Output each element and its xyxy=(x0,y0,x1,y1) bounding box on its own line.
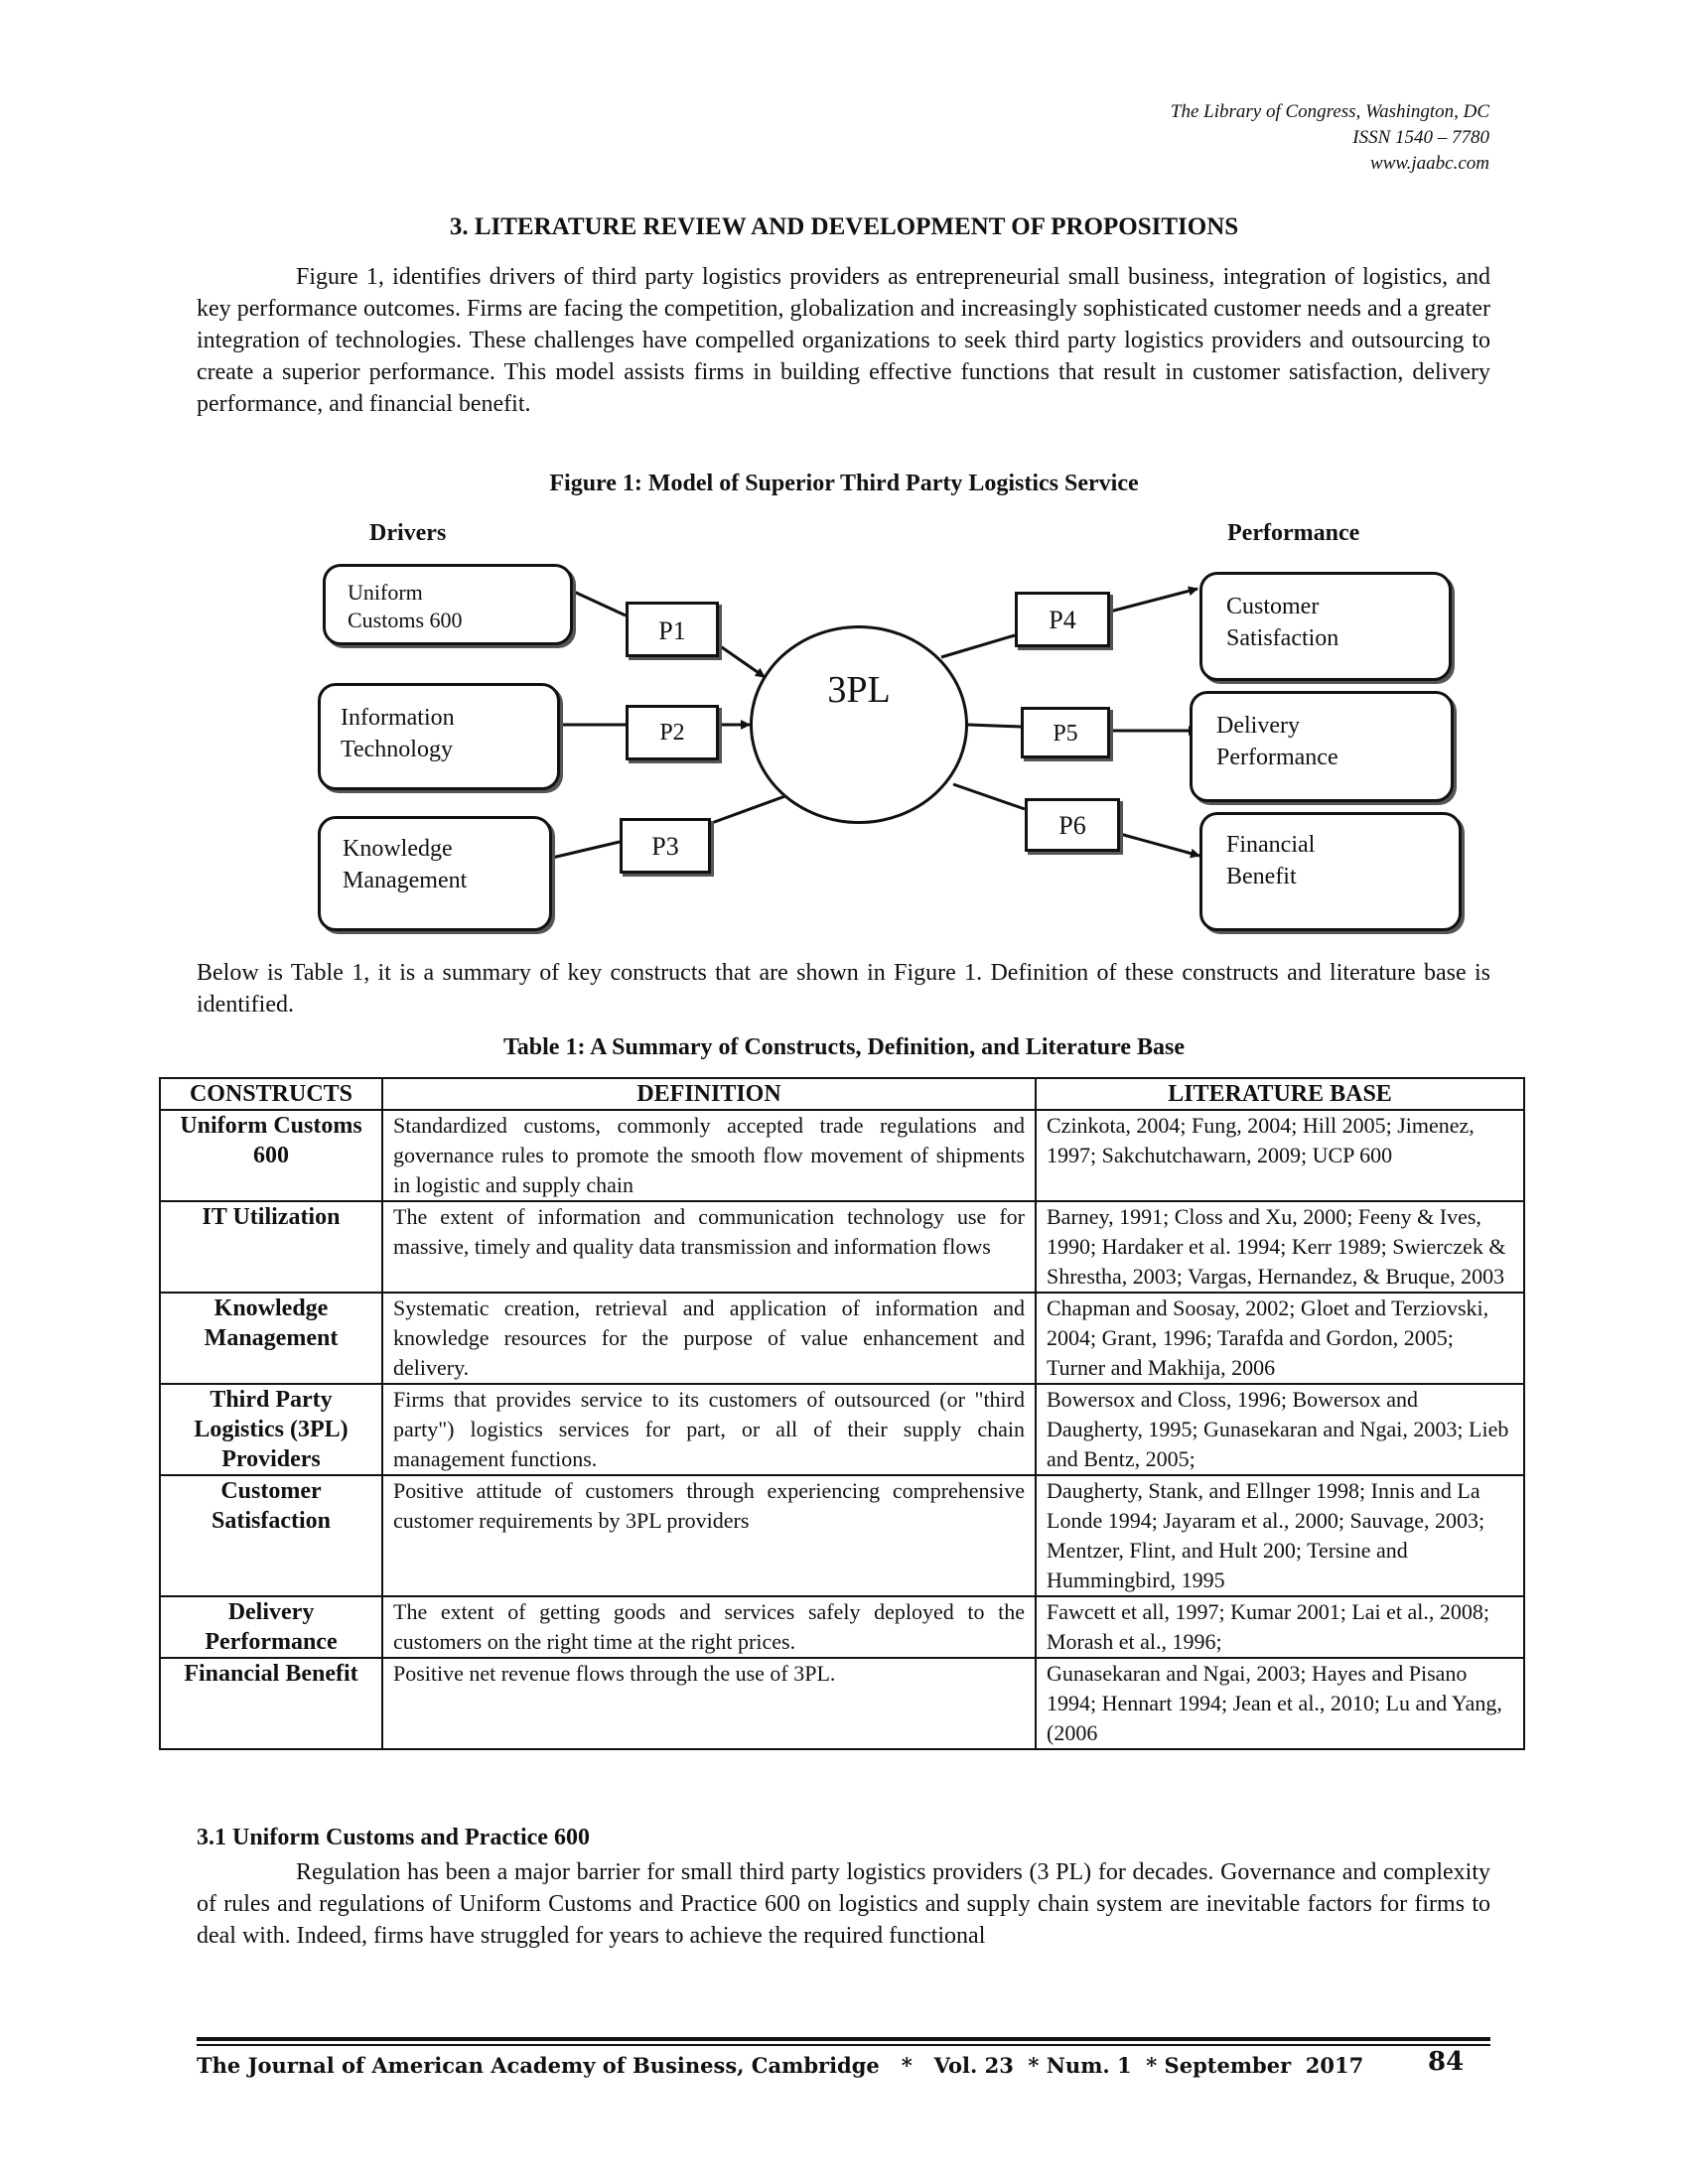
driver-it-line1: Information xyxy=(341,705,455,731)
driver-km-line2: Management xyxy=(343,868,468,893)
performance-label: Performance xyxy=(1227,520,1360,546)
proposition-p3: P3 xyxy=(620,818,711,874)
construct-cell: Customer Satisfaction xyxy=(160,1475,382,1596)
driver-uniform-customs xyxy=(323,564,573,645)
driver-knowledge-management xyxy=(318,816,552,931)
construct-cell: Third Party Logistics (3PL) Providers xyxy=(160,1384,382,1475)
header-library: The Library of Congress, Washington, DC xyxy=(1170,101,1489,122)
table-header-cell: LITERATURE BASE xyxy=(1036,1078,1524,1110)
definition-cell: Positive attitude of customers through experiencing comprehensive customer requirements by 3PL providers xyxy=(382,1475,1036,1596)
subsection-paragraph: Regulation has been a major barrier for small third party logistics providers (3 PL) for decades. Governance and complexity of rules and regulations of Uniform Customs and Practice 600 on logistics and supply chain system are inevitable factors for firms to deal with. Indeed, firms have struggled for years to achieve the required functional xyxy=(197,1859,1490,1949)
arrow-p6-financial xyxy=(1120,834,1199,856)
table-row xyxy=(160,1384,1524,1475)
proposition-p6: P6 xyxy=(1025,798,1120,852)
outcome-customer-satisfaction xyxy=(1199,572,1452,681)
definition-cell: The extent of information and communication technology use for massive, timely and quality data transmission and information flows xyxy=(382,1201,1036,1293)
table-row xyxy=(160,1658,1524,1749)
outcome-dp-line2: Performance xyxy=(1216,745,1338,770)
table-header-cell: CONSTRUCTS xyxy=(160,1078,382,1110)
proposition-p2: P2 xyxy=(626,705,719,760)
outcome-dp-line1: Delivery xyxy=(1216,713,1300,739)
construct-cell: Financial Benefit xyxy=(160,1658,382,1749)
proposition-p5: P5 xyxy=(1021,707,1110,758)
figure-title: Figure 1: Model of Superior Third Party Logistics Service xyxy=(549,471,1139,496)
literature-cell: Fawcett et all, 1997; Kumar 2001; Lai et al., 2008; Morash et al., 1996; xyxy=(1036,1596,1524,1658)
proposition-p1: P1 xyxy=(626,602,719,657)
table-header-row xyxy=(160,1078,1524,1110)
table-title: Table 1: A Summary of Constructs, Definition, and Literature Base xyxy=(502,1034,1185,1060)
literature-cell: Daugherty, Stank, and Ellnger 1998; Innis and La Londe 1994; Jayaram et al., 2000; Sauvage, 2003; Mentzer, Flint, and Hult 200; Tersine and Hummingbird, 1995 xyxy=(1036,1475,1524,1596)
outcome-fb-line1: Financial xyxy=(1226,832,1316,858)
arrow-3pl-p5 xyxy=(968,725,1021,727)
driver-uniform-line1: Uniform xyxy=(348,580,423,605)
arrow-km-p3 xyxy=(552,842,620,858)
literature-cell: Chapman and Soosay, 2002; Gloet and Terziovski, 2004; Grant, 1996; Tarafda and Gordon, 2005; Turner and Makhija, 2006 xyxy=(1036,1293,1524,1384)
driver-uniform-line2: Customs 600 xyxy=(348,608,463,632)
arrow-3pl-p6 xyxy=(953,784,1025,809)
arrow-uniform-p1 xyxy=(574,592,626,615)
literature-cell: Barney, 1991; Closs and Xu, 2000; Feeny & Ives, 1990; Hardaker et al. 1994; Kerr 1989; Swierczek & Shrestha, 2003; Vargas, Hernandez, & Bruque, 2003 xyxy=(1036,1201,1524,1293)
construct-cell: Delivery Performance xyxy=(160,1596,382,1658)
subsection-title: 3.1 Uniform Customs and Practice 600 xyxy=(197,1825,590,1850)
summary-table xyxy=(159,1077,1525,1750)
outcome-cs-line2: Satisfaction xyxy=(1226,625,1339,651)
outcome-fb-line2: Benefit xyxy=(1226,864,1297,889)
definition-cell: Positive net revenue flows through the use of 3PL. xyxy=(382,1658,1036,1749)
drivers-label: Drivers xyxy=(369,520,447,546)
section-title: 3. LITERATURE REVIEW AND DEVELOPMENT OF PROPOSITIONS xyxy=(449,213,1239,240)
table-row xyxy=(160,1293,1524,1384)
definition-cell: Firms that provides service to its customers of outsourced (or "third party") logistics services for part, or all of their supply chain management functions. xyxy=(382,1384,1036,1475)
definition-cell: The extent of getting goods and services safely deployed to the customers on the right time at the right prices. xyxy=(382,1596,1036,1658)
header-website: www.jaabc.com xyxy=(1370,153,1489,174)
driver-information-technology xyxy=(318,683,560,790)
driver-km-line1: Knowledge xyxy=(343,836,453,862)
construct-cell: Knowledge Management xyxy=(160,1293,382,1384)
table-row xyxy=(160,1596,1524,1658)
table-row xyxy=(160,1110,1524,1201)
intro-paragraph: Figure 1, identifies drivers of third party logistics providers as entrepreneurial small business, integration of logistics, and key performance outcomes. Firms are facing the competition, globalization and increasingly sophisticated customer needs and a greater integration of technologies. These challenges have compelled organizations to seek third party logistics providers and outsourcing to create a superior performance. This model assists firms in building effective functions that result in customer satisfaction, delivery performance, and financial benefit. xyxy=(197,264,1490,417)
construct-cell: Uniform Customs 600 xyxy=(160,1110,382,1201)
table-row xyxy=(160,1201,1524,1293)
table-header-cell: DEFINITION xyxy=(382,1078,1036,1110)
arrow-p4-customer xyxy=(1110,589,1197,612)
outcome-cs-line1: Customer xyxy=(1226,594,1320,619)
outcome-delivery-performance xyxy=(1190,691,1454,802)
outcome-financial-benefit xyxy=(1199,812,1462,931)
definition-cell: Standardized customs, commonly accepted trade regulations and governance rules to promote the smooth flow movement of shipments in logistic and supply chain xyxy=(382,1110,1036,1201)
footer-rule-thin xyxy=(197,2044,1490,2046)
footer-rule xyxy=(197,2037,1490,2041)
literature-cell: Gunasekaran and Ngai, 2003; Hayes and Pisano 1994; Hennart 1994; Jean et al., 2010; Lu and Yang, (2006 xyxy=(1036,1658,1524,1749)
page-number: 84 xyxy=(1428,2047,1465,2077)
table-row xyxy=(160,1475,1524,1596)
construct-cell: IT Utilization xyxy=(160,1201,382,1293)
center-3pl xyxy=(750,625,968,824)
literature-cell: Czinkota, 2004; Fung, 2004; Hill 2005; Jimenez, 1997; Sakchutchawarn, 2009; UCP 600 xyxy=(1036,1110,1524,1201)
definition-cell: Systematic creation, retrieval and application of information and knowledge resources for the purpose of value enhancement and delivery. xyxy=(382,1293,1036,1384)
center-3pl-label: 3PL xyxy=(827,669,891,711)
proposition-p4: P4 xyxy=(1015,592,1110,647)
driver-it-line2: Technology xyxy=(341,737,453,762)
below-paragraph: Below is Table 1, it is a summary of key constructs that are shown in Figure 1. Definition of these constructs and literature base is identified. xyxy=(197,960,1490,1018)
footer-journal: The Journal of American Academy of Business, Cambridge * Vol. 23 * Num. 1 * September 2017 xyxy=(197,2053,1364,2078)
arrow-3pl-p4 xyxy=(941,635,1015,657)
literature-cell: Bowersox and Closs, 1996; Bowersox and Daugherty, 1995; Gunasekaran and Ngai, 2003; Lieb and Bentz, 2005; xyxy=(1036,1384,1524,1475)
header-issn: ISSN 1540 – 7780 xyxy=(1352,127,1489,148)
